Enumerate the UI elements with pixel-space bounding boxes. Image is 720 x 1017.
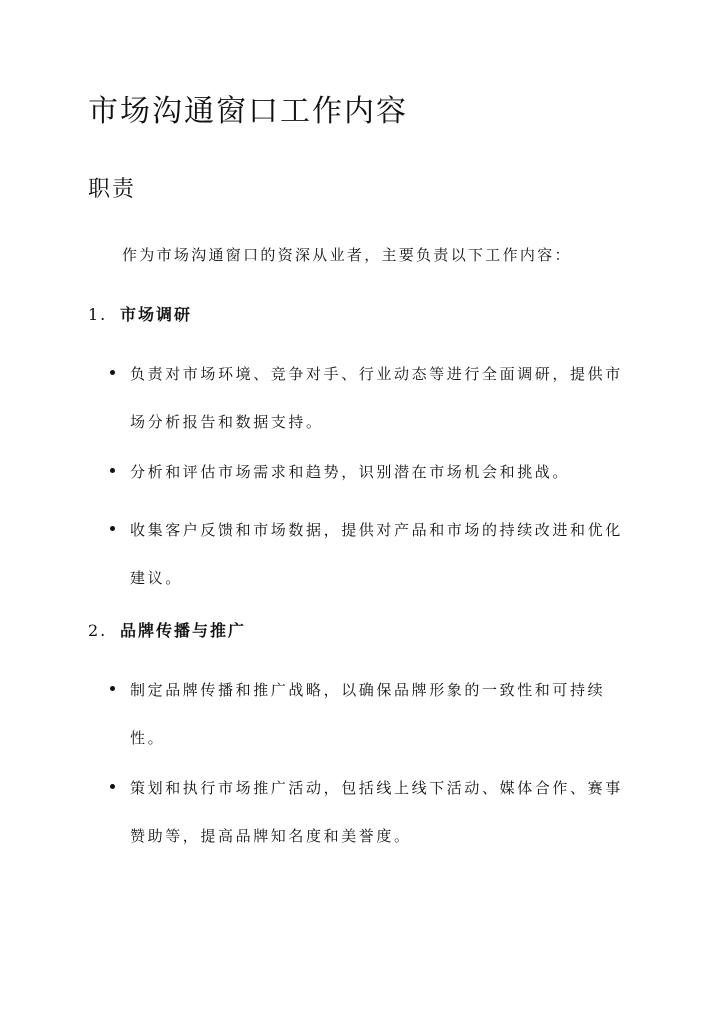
bullet-icon: [110, 526, 115, 531]
list-item-text: 负责对市场环境、竞争对手、行业动态等进行全面调研，提供市场分析报告和数据支持。: [130, 365, 623, 431]
bullet-icon: [110, 370, 115, 375]
bullet-icon: [110, 686, 115, 691]
list-item: [104, 778, 624, 860]
section-2-title: 品牌传播与推广: [120, 621, 247, 640]
section-heading-duties: 职责: [88, 177, 137, 202]
list-item-text: 策划和执行市场推广活动，包括线上线下活动、媒体合作、赛事赞助等，提高品牌知名度和美誉度。: [130, 779, 623, 845]
intro-paragraph: 作为市场沟通窗口的资深从业者，主要负责以下工作内容：: [122, 246, 572, 264]
section-2-number: 2.: [88, 621, 108, 640]
list-item: [104, 364, 624, 446]
section-1-heading: [88, 302, 192, 325]
list-item-text: 制定品牌传播和推广战略，以确保品牌形象的一致性和可持续性。: [130, 681, 606, 747]
page-title: 市场沟通窗口工作内容: [88, 94, 408, 129]
list-item-text: 收集客户反馈和市场数据，提供对产品和市场的持续改进和优化建议。: [130, 521, 623, 587]
bullet-icon: [110, 784, 115, 789]
list-item: [104, 462, 624, 496]
section-1-title: 市场调研: [120, 305, 193, 324]
list-item-text: 分析和评估市场需求和趋势，识别潜在市场机会和挑战。: [130, 463, 571, 481]
section-1-number: 1.: [88, 305, 108, 324]
bullet-icon: [110, 468, 115, 473]
list-item: [104, 680, 624, 762]
list-item: [104, 520, 624, 602]
section-2-heading: [88, 618, 246, 641]
